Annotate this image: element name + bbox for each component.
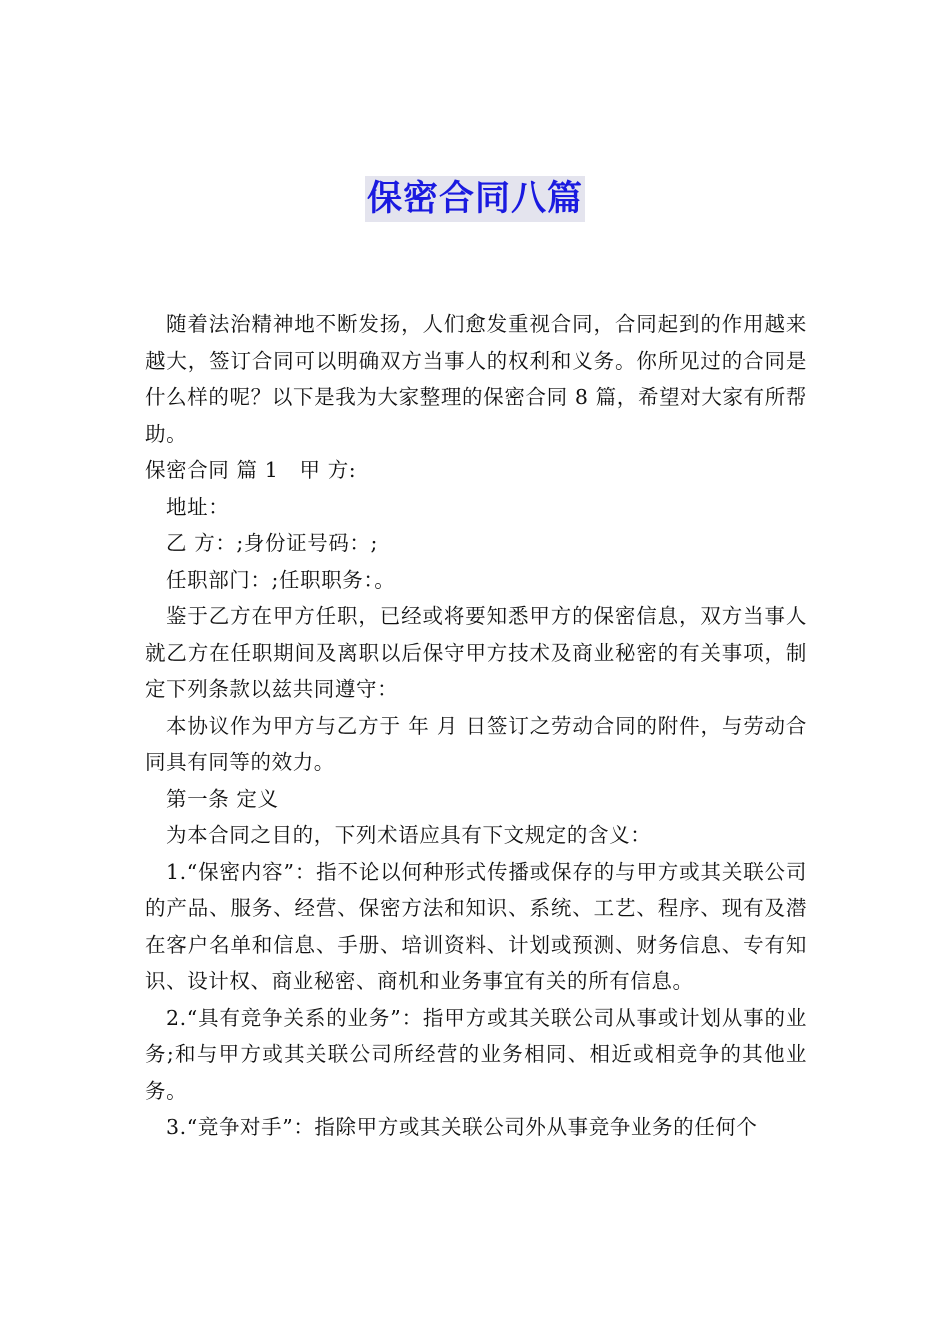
document-title: 保密合同八篇 (365, 176, 585, 222)
article-one-heading: 第一条 定义 (166, 786, 279, 811)
contract-heading: 保密合同 篇 1 甲 方: (145, 458, 357, 482)
definitions-intro: 为本合同之目的，下列术语应具有下文规定的含义： (166, 823, 652, 847)
title-container (0, 176, 950, 222)
whereas-paragraph: 鉴于乙方在甲方任职，已经或将要知悉甲方的保密信息，双方当事人就乙方在任职期间及离职以后保守甲方技术及商业秘密的有关事项，制定下列条款以兹共同遵守： (145, 604, 807, 701)
address-line: 地址： (166, 494, 230, 519)
position-line: 任职部门：;任职职务：。 (166, 567, 396, 592)
definition-item: 1.“保密内容”：指不论以何种形式传播或保存的与甲方或其关联公司的产品、服务、经营、保密方法和知识、系统、工艺、程序、现有及潜在客户名单和信息、手册、培训资料、计划或预测、财务信息、专有知识、设计权、商业秘密、商机和业务事宜有关的所有信息。 (145, 859, 807, 993)
definition-item: 2.“具有竞争关系的业务”：指甲方或其关联公司从事或计划从事的业务;和与甲方或其关联公司所经营的业务相同、相近或相竞争的其他业务。 (145, 1005, 807, 1103)
party-b-line: 乙 方：;身份证号码：; (166, 531, 379, 555)
agreement-paragraph: 本协议作为甲方与乙方于 年 月 日签订之劳动合同的附件，与劳动合同具有同等的效力。 (145, 713, 807, 774)
intro-paragraph: 随着法治精神地不断发扬，人们愈发重视合同，合同起到的作用越来越大，签订合同可以明确双方当事人的权利和义务。你所见过的合同是什么样的呢？以下是我为大家整理的保密合同 8 篇，希望对大家有所帮助。 (145, 312, 807, 446)
definition-item: 3.“竞争对手”：指除甲方或其关联公司外从事竞争业务的任何个 (166, 1115, 758, 1139)
document-body (145, 306, 807, 1146)
